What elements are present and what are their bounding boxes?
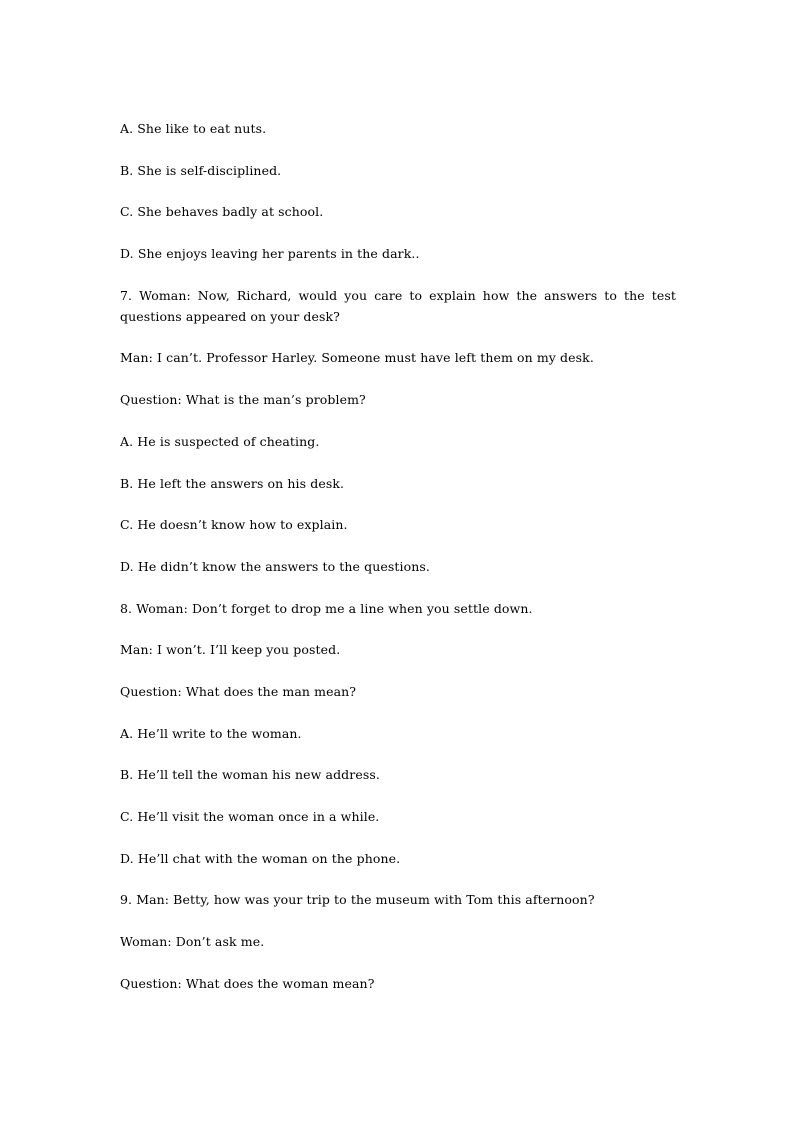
text-line: C. He doesn’t know how to explain. bbox=[120, 517, 348, 533]
dialogue-q8-woman bbox=[120, 598, 676, 619]
text-line: Woman: Don’t ask me. bbox=[120, 934, 265, 950]
text-line: A. She like to eat nuts. bbox=[120, 121, 267, 136]
text-line: B. He left the answers on his desk. bbox=[120, 475, 345, 491]
option-b-q6 bbox=[120, 160, 676, 181]
text-line: C. He’ll visit the woman once in a while. bbox=[120, 809, 380, 824]
text-line: 9. Man: Betty, how was your trip to the museum with Tom this afternoon? bbox=[120, 892, 595, 908]
option-a-q8 bbox=[120, 723, 676, 744]
text-line: D. He didn’t know the answers to the questions. bbox=[120, 558, 430, 574]
text-line: Question: What is the man’s problem? bbox=[120, 392, 366, 408]
question-q9 bbox=[120, 973, 676, 994]
text-line: D. He’ll chat with the woman on the phone. bbox=[120, 850, 401, 866]
text-line: A. He is suspected of cheating. bbox=[120, 433, 320, 449]
text-line: Question: What does the man mean? bbox=[120, 683, 357, 699]
option-d-q7 bbox=[120, 556, 676, 577]
option-c-q8 bbox=[120, 806, 676, 827]
option-a-q6 bbox=[120, 118, 676, 139]
option-c-q6 bbox=[120, 201, 676, 222]
text-line: D. She enjoys leaving her parents in the dark.. bbox=[120, 246, 420, 262]
dialogue-q9-woman bbox=[120, 931, 676, 952]
dialogue-q8-man bbox=[120, 639, 676, 660]
dialogue-q7-woman bbox=[120, 285, 676, 327]
text-line: Man: I won’t. I’ll keep you posted. bbox=[120, 642, 341, 658]
option-b-q7 bbox=[120, 473, 676, 494]
document-body bbox=[120, 118, 676, 994]
text-line: questions appeared on your desk? bbox=[120, 308, 340, 324]
text-line: A. He’ll write to the woman. bbox=[120, 725, 302, 741]
option-b-q8 bbox=[120, 764, 676, 785]
text-line: Man: I can’t. Professor Harley. Someone must have left them on my desk. bbox=[120, 350, 594, 366]
option-a-q7 bbox=[120, 431, 676, 452]
option-c-q7 bbox=[120, 514, 676, 535]
text-line: 8. Woman: Don’t forget to drop me a line when you settle down. bbox=[120, 600, 533, 616]
dialogue-q9-man bbox=[120, 889, 676, 910]
text-line: Question: What does the woman mean? bbox=[120, 975, 375, 991]
option-d-q6 bbox=[120, 243, 676, 264]
option-d-q8 bbox=[120, 848, 676, 869]
question-q7 bbox=[120, 389, 676, 410]
dialogue-q7-man bbox=[120, 347, 676, 368]
text-line: 7. Woman: Now, Richard, would you care to explain how the answers to the test bbox=[120, 287, 676, 303]
text-line: C. She behaves badly at school. bbox=[120, 204, 324, 220]
text-line: B. He’ll tell the woman his new address. bbox=[120, 767, 380, 783]
text-line: B. She is self-disciplined. bbox=[120, 162, 282, 178]
question-q8 bbox=[120, 681, 676, 702]
